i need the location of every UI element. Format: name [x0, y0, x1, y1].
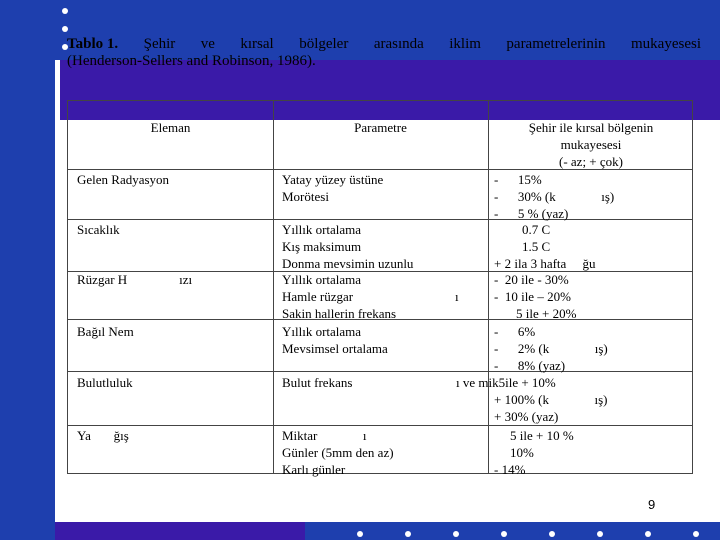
- row-element: Ya ğış: [77, 428, 129, 443]
- row-params: [282, 171, 383, 205]
- caption-line-2: (Henderson-Sellers and Robinson, 1986).: [67, 53, 316, 69]
- value-line: + 30% (yaz): [494, 409, 559, 424]
- caption-word: arasında: [373, 36, 424, 52]
- header-comparison: [488, 119, 694, 170]
- row-element: Bağıl Nem: [77, 324, 134, 339]
- value-line: + 2 ila 3 hafta ğu: [494, 256, 596, 271]
- param-line: Kış maksimum: [282, 239, 362, 254]
- row-params: [282, 427, 394, 478]
- row-params: [282, 323, 388, 357]
- stray-mark: ı: [455, 289, 459, 304]
- footer-band: [55, 522, 305, 540]
- value-line: - 15%: [494, 172, 542, 187]
- param-line: Donma mevsimin uzunlu: [282, 256, 414, 271]
- value-line: - 14%: [494, 462, 526, 477]
- decor-dot: [645, 531, 651, 537]
- row-params: [282, 221, 413, 272]
- decor-dot: [62, 8, 68, 14]
- value-line: - 8% (yaz): [494, 358, 566, 373]
- decor-dot: [693, 531, 699, 537]
- row-values: [456, 374, 608, 425]
- decor-dot: [405, 531, 411, 537]
- caption-word: iklim: [449, 36, 481, 52]
- column-divider: [273, 101, 274, 473]
- param-line: Yıllık ortalama: [282, 222, 362, 237]
- row-values: [494, 221, 596, 272]
- caption-word: parametrelerinin: [506, 36, 606, 52]
- value-line: - 30% (k ış): [494, 189, 615, 204]
- value-line: + 100% (k ış): [494, 392, 608, 407]
- decor-dot: [357, 531, 363, 537]
- value-line: - 5 % (yaz): [494, 206, 569, 221]
- param-line: Karlı günler: [282, 462, 346, 477]
- header-comparison-line: Şehir ile kırsal bölgenin: [528, 120, 654, 135]
- row-element: Gelen Radyasyon: [77, 172, 170, 187]
- decor-dot: [549, 531, 555, 537]
- row-element: Sıcaklık: [77, 222, 120, 237]
- decor-dot: [501, 531, 507, 537]
- param-line: Yıllık ortalama: [282, 272, 362, 287]
- row-params: [282, 271, 396, 322]
- param-line: Yatay yüzey üstüne: [282, 172, 384, 187]
- header-comparison-line: mukayesesi: [560, 137, 622, 152]
- caption-label: Tablo 1.: [67, 36, 119, 52]
- value-line: - 20 ile - 30%: [494, 272, 569, 287]
- param-line: Hamle rüzgar: [282, 289, 354, 304]
- caption-word: Şehir: [143, 36, 176, 52]
- row-values: [494, 171, 614, 222]
- caption-word: bölgeler: [299, 36, 349, 52]
- value-line: 5 ile + 10 %: [510, 428, 574, 443]
- value-line: - 10 ile – 20%: [494, 289, 571, 304]
- value-line: 0.7 C: [522, 222, 551, 237]
- param-line: Günler (5mm den az): [282, 445, 394, 460]
- row-values: [494, 323, 608, 374]
- value-line: - 6%: [494, 324, 536, 339]
- page-number: 9: [648, 497, 656, 512]
- row-values: [494, 271, 576, 322]
- row-divider: [68, 425, 692, 426]
- header-comparison-line: (- az; + çok): [559, 154, 623, 169]
- decor-dot: [597, 531, 603, 537]
- value-line: 10%: [510, 445, 534, 460]
- decor-dot: [453, 531, 459, 537]
- value-line: ı ve mik5ile + 10%: [456, 375, 556, 390]
- header-element: Eleman: [150, 120, 191, 135]
- caption-word: kırsal: [240, 36, 274, 52]
- row-element: Bulutluluk: [77, 375, 133, 390]
- value-line: 1.5 C: [522, 239, 551, 254]
- decor-dot: [62, 26, 68, 32]
- value-line: - 2% (k ış): [494, 341, 608, 356]
- param-line: Sakin hallerin frekans: [282, 306, 397, 321]
- value-line: 5 ile + 20%: [516, 306, 577, 321]
- comparison-table: [67, 100, 693, 477]
- caption-line-1: [67, 36, 701, 53]
- row-values: [494, 427, 574, 478]
- header-parameter: Parametre: [354, 120, 407, 135]
- table-caption: [67, 36, 701, 70]
- param-line: Miktar ı: [282, 428, 367, 443]
- param-line: Yıllık ortalama: [282, 324, 362, 339]
- caption-word: mukayesesi: [631, 36, 701, 52]
- row-element: Rüzgar H ızı: [77, 272, 193, 287]
- row-params: [282, 374, 352, 391]
- param-line: Bulut frekans: [282, 375, 353, 390]
- param-line: Morötesi: [282, 189, 329, 204]
- param-line: Mevsimsel ortalama: [282, 341, 388, 356]
- caption-word: ve: [200, 36, 215, 52]
